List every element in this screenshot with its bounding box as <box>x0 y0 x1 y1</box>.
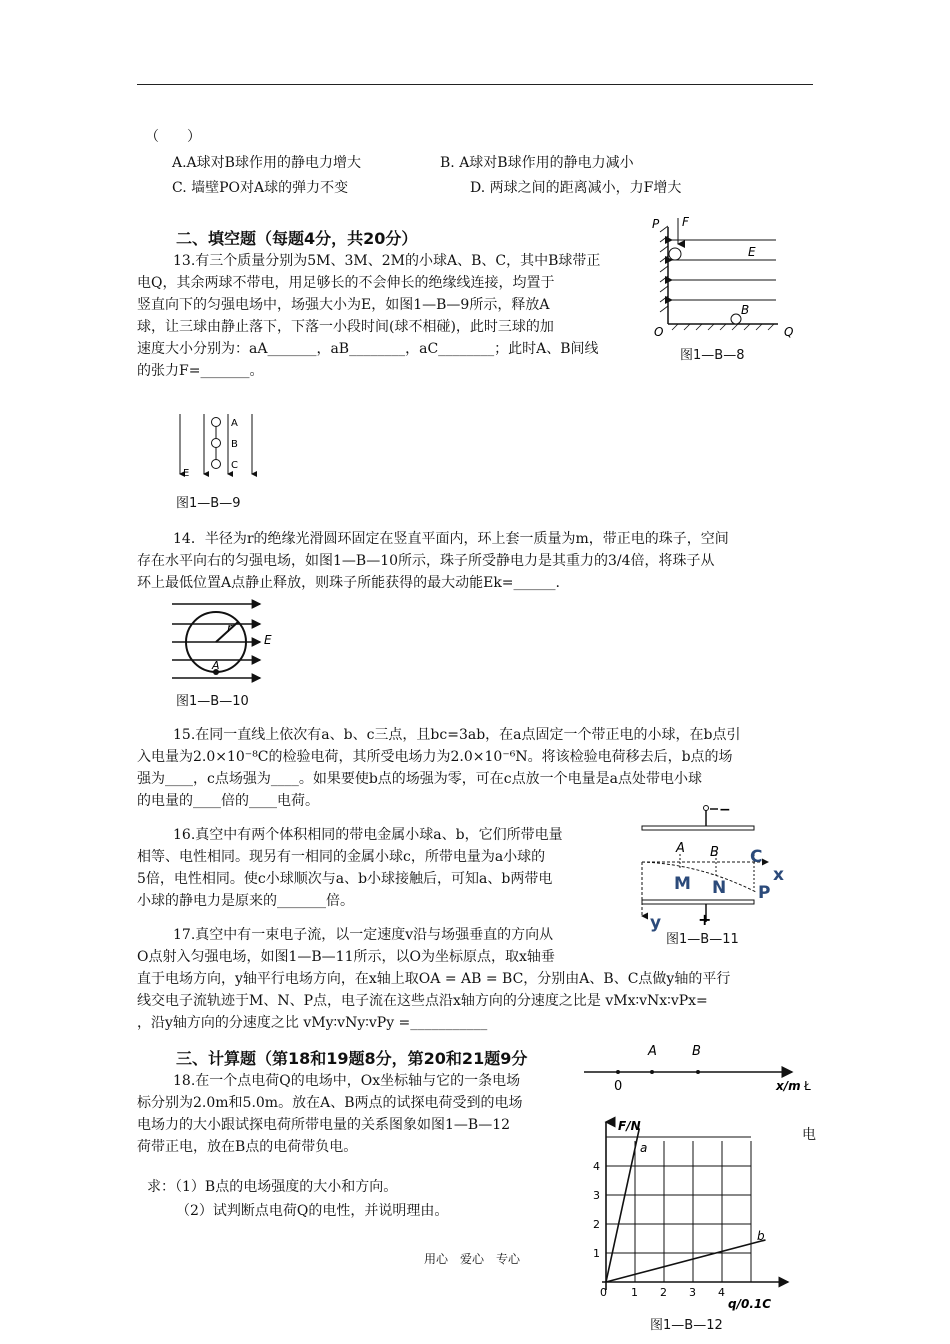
q14-text <box>137 528 729 594</box>
axis-label-cut: Ł <box>804 1079 811 1093</box>
q12-option-d: D. 两球之间的距离减小，力F增大 <box>470 180 682 196</box>
axis-figure <box>584 1040 812 1092</box>
q15-line: 15.在同一直线上依次有a、b、c三点，且bc=3ab，在a点固定一个带正电的小球，在b点引 <box>173 727 741 743</box>
section3-title: 三、计算题（第18和19题8分，第20和21题9分 <box>176 1049 528 1068</box>
fig11-label-m: M <box>674 874 691 894</box>
chart-xlabel: q/0.1C <box>728 1297 772 1311</box>
fig11-label-y: y <box>650 913 662 933</box>
x-tick-label: 4 <box>718 1286 725 1299</box>
x-tick-label: 1 <box>631 1286 638 1299</box>
q17-line: ，沿y轴方向的分速度之比 vMy∶vNy∶vPy =___________ <box>137 1015 488 1031</box>
q17-line: 直于电场方向，y轴平行电场方向，在x轴上取OA = AB = BC，分别由A、B、C点做y轴的平行 <box>137 971 731 987</box>
q13-line: 速度大小分别为：aA_______，aB________，aC________；此时A、B间线 <box>137 341 599 357</box>
series-a-label: a <box>640 1141 648 1155</box>
fig11-label-n: N <box>712 878 727 898</box>
fig11-plus: + <box>698 910 712 929</box>
q18-line: 电场力的大小跟试探电荷所带电量的关系图象如图1—B—12 <box>137 1117 511 1133</box>
fig11-label-c: C <box>750 847 763 867</box>
fig11-caption: 图1—B—11 <box>666 932 739 947</box>
q18-line: 标分别为2.0m和5.0m。放在A、B两点的试探电荷受到的电场 <box>137 1095 523 1111</box>
q15-line: 强为____，c点场强为____。如果要使b点的场强为零，可在c点放一个电量是a点处带电小球 <box>137 771 702 787</box>
q14-line: 14．半径为r的绝缘光滑圆环固定在竖直平面内，环上套一质量为m，带正电的珠子，空间 <box>173 531 729 547</box>
y-tick-label: 4 <box>593 1160 600 1173</box>
q12-option-c: C. 墙壁PO对A球的弹力不变 <box>172 180 349 196</box>
q16-text <box>137 824 563 912</box>
q13-line: 电Q，其余两球不带电，用足够长的不会伸长的绝缘线连接，均置于 <box>137 275 555 291</box>
q16-line: 小球的静电力是原来的_______倍。 <box>137 893 354 909</box>
q17-text <box>137 924 730 1034</box>
q16-line: 5倍，电性相同。使c小球顺次与a、b小球接触后，可知a、b两带电 <box>137 871 553 887</box>
x-tick-label: 2 <box>660 1286 667 1299</box>
figure-1-b-10 <box>168 598 283 684</box>
q18-line: 18.在一个点电荷Q的电场中，Ox坐标轴与它的一条电场 <box>173 1073 521 1089</box>
q15-text <box>137 724 740 812</box>
fig8-label-b: B <box>741 303 750 317</box>
x-tick-label: 3 <box>689 1286 696 1299</box>
fig8-label-e: E <box>748 245 756 259</box>
header-rule <box>137 84 813 85</box>
y-tick-label: 3 <box>593 1189 600 1202</box>
fig9-label-e: E <box>183 468 190 479</box>
q18-line: 荷带正电，放在B点的电荷带负电。 <box>137 1139 358 1155</box>
fig8-label-o: O <box>654 325 664 339</box>
q13-line: 的张力F=_______。 <box>137 363 264 379</box>
q16-line: 相等、电性相同。现另有一相同的金属小球c，所带电量为a小球的 <box>137 849 546 865</box>
series-b-label: b <box>757 1229 765 1243</box>
section2-title: 二、填空题（每题4分，共20分） <box>176 229 418 248</box>
fig11-label-b: B <box>710 845 719 860</box>
fig11-minus: − <box>719 802 731 818</box>
fig11-label-p: P <box>758 883 771 903</box>
fig9-label-a: A <box>231 418 238 429</box>
fig10-caption: 图1—B—10 <box>176 694 249 709</box>
figure-1-b-12-chart <box>582 1112 796 1310</box>
y-tick-label: 2 <box>593 1218 600 1231</box>
fig12-caption: 图1—B—12 <box>650 1318 723 1333</box>
q16-line: 16.真空中有两个体积相同的带电金属小球a、b，它们所带电量 <box>173 827 563 843</box>
q12-option-b: B. A球对B球作用的静电力减小 <box>440 155 634 171</box>
fig10-label-e: E <box>264 633 272 647</box>
figure-1-b-11 <box>630 802 790 933</box>
fig11-label-a: A <box>676 841 685 856</box>
fig9-caption: 图1—B—9 <box>176 496 241 511</box>
y-tick-label: 1 <box>593 1247 600 1260</box>
x-tick-label: 0 <box>600 1286 607 1299</box>
q13-line: 球，让三球由静止落下，下落一小段时间(球不相碰)，此时三球的加 <box>137 319 554 335</box>
figure-1-b-8 <box>648 212 798 342</box>
q18-ask-2: （2）试判断点电荷Q的电性，并说明理由。 <box>176 1203 449 1219</box>
q17-line: O点射入匀强电场，如图1—B—11所示，以O为坐标原点，取x轴垂 <box>137 949 555 965</box>
fig8-label-q: Q <box>784 325 794 339</box>
q13-line: 竖直向下的匀强电场中，场强大小为E，如图1—B—9所示，释放A <box>137 297 550 313</box>
fig8-label-p: P <box>652 217 660 231</box>
q17-line: 线交电子流轨迹于M、N、P点，电子流在这些点沿x轴方向的分速度之比是 vMx∶vNx∶vPx= <box>137 993 708 1009</box>
axis-label-xm: x/m <box>776 1079 801 1093</box>
fig10-label-a: A <box>212 659 220 672</box>
chart-ylabel: F/N <box>618 1119 641 1133</box>
axis-label-b: B <box>692 1044 701 1059</box>
fig10-label-r: r <box>227 621 232 635</box>
q18-edge-char: 电 <box>802 1127 816 1143</box>
page-footer: 用心 爱心 专心 <box>424 1252 521 1266</box>
q15-line: 入电量为2.0×10⁻⁸C的检验电荷，其所受电场力为2.0×10⁻⁶N。将该检验电荷移去后，b点的场 <box>137 749 733 765</box>
figure-1-b-9 <box>172 410 262 480</box>
axis-label-a: A <box>648 1044 657 1059</box>
q14-line: 存在水平向右的匀强电场，如图1—B—10所示，珠子所受静电力是其重力的3/4倍，将珠子从 <box>137 553 715 569</box>
q18-text <box>137 1070 577 1158</box>
q14-line: 环上最低位置A点静止释放，则珠子所能获得的最大动能Ek=______. <box>137 575 560 591</box>
fig8-label-f: F <box>682 215 689 229</box>
series-a-line <box>606 1128 639 1282</box>
q17-line: 17.真空中有一束电子流，以一定速度v沿与场强垂直的方向从 <box>173 927 554 943</box>
fig9-label-b: B <box>231 439 238 450</box>
axis-label-zero: 0 <box>614 1079 623 1094</box>
q13-line: 13.有三个质量分别为5M、3M、2M的小球A、B、C，其中B球带正 <box>173 253 601 269</box>
q18-ask-1: 求：（1）B点的电场强度的大小和方向。 <box>147 1179 398 1195</box>
series-b-line <box>606 1240 766 1282</box>
q13-text <box>137 250 600 382</box>
fig11-label-x: x <box>773 865 784 885</box>
q12-option-a: A.A球对B球作用的静电力增大 <box>172 155 361 171</box>
q15-line: 的电量的____倍的____电荷。 <box>137 793 319 809</box>
fig9-label-c: C <box>231 460 238 471</box>
fig8-caption: 图1—B—8 <box>680 348 745 363</box>
q12-paren: （ ） <box>145 129 201 145</box>
